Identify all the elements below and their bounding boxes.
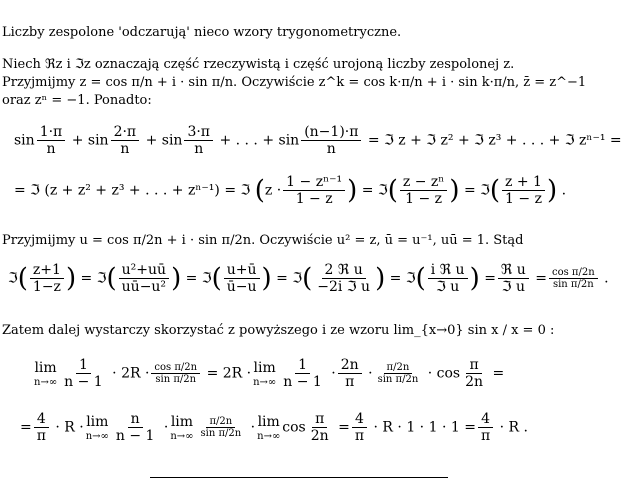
fraction: $\frac{\text{z − zⁿ}}{1 - z}$ [400,174,447,207]
fraction: $\frac{2n}{\pi}$ [338,357,362,390]
fraction: $\frac{1}{n - 1}$ [283,357,322,390]
fraction: $\frac{\text{cos π/2n}}{\text{sin π/2n}}$ [151,362,200,385]
paragraph-substitution: Przyjmijmy u = cos π/2n + i · sin π/2n. Oczywiście u² = z, ū = u⁻¹, uū = 1. Stąd [2,233,524,248]
fraction: $\frac{4}{\pi}$ [478,411,493,444]
fraction: $\frac{1\cdot\pi}{n}$ [37,124,66,157]
fraction: $\frac{(n-1)\cdot\pi}{n}$ [301,124,361,157]
fraction: $\frac{\text{cos π/2n}}{\text{sin π/2n}}$ [549,267,598,290]
fraction: $\frac{4}{\pi}$ [352,411,367,444]
fraction: $\frac{\text{i ℜ u}}{\text{ℑ u}}$ [428,262,468,295]
fraction: $\frac{n}{n - 1}$ [115,411,155,444]
eq1-rhs: = ℑ z + ℑ z² + ℑ z³ + . . . + ℑ zⁿ⁻¹ = [367,132,622,149]
paragraph-limit-formula: Zatem dalej wystarczy skorzystać z powyższego i ze wzoru lim_{x→0} sin x / x = 0 : [2,323,555,338]
eq1-term: + sin [145,132,183,149]
fraction: $\frac{z+1}{1-z}$ [30,262,64,295]
fraction: $\frac{\pi}{2n}$ [310,411,329,444]
fraction: $\frac{\pi/2n}{\text{sin π/2n}}$ [200,416,242,439]
eq1-term: sin [14,132,35,149]
intro-line-1: Niech ℜz i ℑz oznaczają część rzeczywistą i część urojoną liczby zespolonej z. [2,57,515,72]
fraction: $\frac{\text{ℜ u}}{\text{ℑ u}}$ [498,262,529,295]
equation-limit-2: = $\frac{4}{\pi}$ · R · lim n→∞ $\frac{n}{n - 1}$ · lim n→∞ $\frac{\pi/2n}{\text{sin π/2n}}$ · lim n→∞ cos $\frac{\pi}{2n}$ = $\frac{4}{\pi}$ · R · 1 · 1 · 1 = $\frac{4}{\pi}$ · R . [20,411,528,444]
heading: Liczby zespolone 'odczarują' nieco wzory trygonometryczne. [2,25,402,40]
equation-fraction-chain: ℑ( $\frac{z+1}{1-z}$ ) = ℑ( $\frac{\text{u²+uū}}{\text{uū−u²}}$ ) = ℑ( $\frac{u+ū}{ū-u}$ ) = ℑ( $\frac{\text{2 ℜ u}}{\text{−2i ℑ u}}$ ) = ℑ( $\frac{\text{i ℜ u}}{\text{ℑ u}}$ ) = $\frac{\text{ℜ u}}{\text{ℑ u}}$ = $\frac{\text{cos π/2n}}{\text{sin π/2n}}$ . [8,262,609,295]
equation-limit-1: lim n→∞ $\frac{1}{n - 1}$ · 2R · $\frac{\text{cos π/2n}}{\text{sin π/2n}}$ = 2R · lim n→∞ $\frac{1}{n - 1}$ · $\frac{2n}{\pi}$ · $\frac{\pi/2n}{\text{sin π/2n}}$ · cos $\frac{\pi}{2n}$ = [34,357,505,390]
fraction: $\frac{\pi}{2n}$ [465,357,484,390]
fraction: $\frac{u+ū}{ū-u}$ [224,262,260,295]
eq1-term: + . . . + sin [219,132,300,149]
intro-line-3: oraz zⁿ = −1. Ponadto: [2,93,152,108]
equation-sum-of-sines [14,124,622,157]
eq1-term: + sin [71,132,109,149]
fraction: $\frac{4}{\pi}$ [34,411,49,444]
fraction: $\frac{1}{n - 1}$ [64,357,103,390]
fraction: $\frac{\text{1 − zⁿ⁻¹}}{1 - z}$ [283,174,345,207]
intro-line-2: Przyjmijmy z = cos π/n + i · sin π/n. Oczywiście z^k = cos k·π/n + i · sin k·π/n, z̄ = z^−1 [2,75,587,90]
fraction: $\frac{\text{u²+uū}}{\text{uū−u²}}$ [119,262,169,295]
equation-imaginary-part: = ℑ (z + z² + z³ + . . . + zⁿ⁻¹) = ℑ (z · $\frac{\text{1 − zⁿ⁻¹}}{1 - z}$ ) = ℑ( $\frac{\text{z − zⁿ}}{1 - z}$ ) = ℑ( $\frac{z + 1}{1 - z}$ ) . [14,174,567,207]
fraction: $\frac{z + 1}{1 - z}$ [502,174,545,207]
fraction: $\frac{\text{2 ℜ u}}{\text{−2i ℑ u}}$ [317,262,371,295]
eq2-lhs: = ℑ (z + z² + z³ + . . . + zⁿ⁻¹) = ℑ [14,182,251,199]
fraction: $\frac{3\cdot\pi}{n}$ [184,124,213,157]
fraction: $\frac{2\cdot\pi}{n}$ [111,124,140,157]
footnote-rule [150,477,448,478]
fraction: $\frac{\pi/2n}{\text{sin π/2n}}$ [377,362,419,385]
